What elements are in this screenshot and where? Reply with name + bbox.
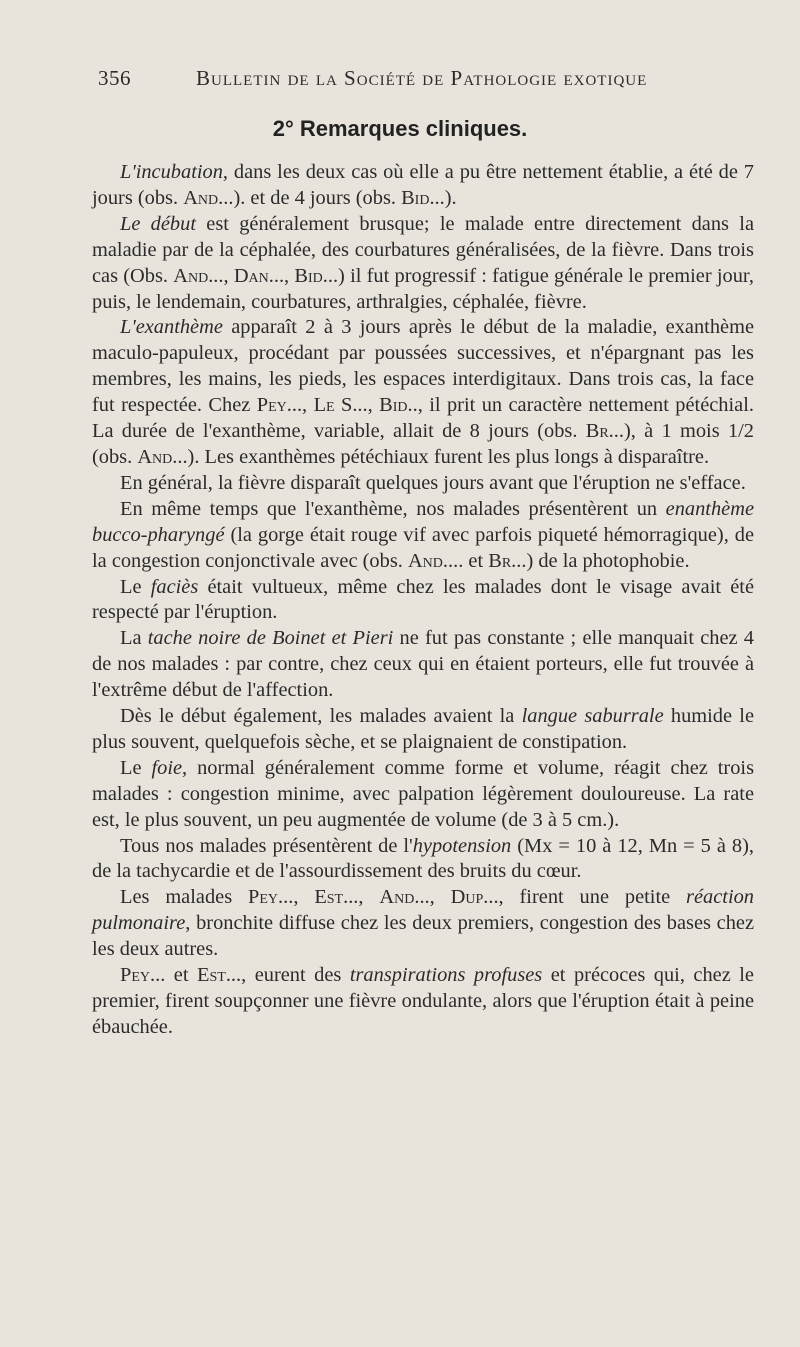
paragraph-tache-noire bbox=[92, 626, 754, 704]
patient-ref: Est bbox=[314, 886, 344, 909]
text-run: était vultueux, même chez les malades dont le visage avait été respecté par l'éruption. bbox=[92, 575, 754, 624]
text-run: , normal généralement comme forme et volume, réagit chez trois malades : congestion minime, avec palpation légèrement douloureuse. La rate est, le plus souvent, un peu augmentée de volume (de 3 à 5 cm.). bbox=[92, 756, 754, 831]
term-langue: langue saburrale bbox=[521, 705, 664, 728]
text-run: En général, la fièvre disparaît quelques jours avant que l'éruption ne s'efface. bbox=[120, 471, 746, 494]
text-run: ...) de la photophobie. bbox=[511, 549, 690, 572]
term-exantheme: L'exanthème bbox=[120, 316, 223, 339]
paragraph-pulmonaire bbox=[92, 885, 754, 963]
text-run: Tous nos malades présentèrent de l' bbox=[120, 834, 413, 857]
text-run: ..., firent une petite bbox=[483, 886, 687, 909]
text-run: humide le plus souvent, quelquefois sèche, et se plaignaient de constipation. bbox=[92, 705, 755, 753]
term-transpirations: transpirations profuses bbox=[349, 964, 543, 987]
text-run: ...). bbox=[429, 186, 457, 209]
patient-ref: Bid bbox=[294, 264, 323, 287]
text-run: apparaît 2 à 3 jours après le début de la maladie, exanthème maculo-papuleux, procédant par poussées successives, et n'épargnant pas les membres, les mains, les pieds, les espaces interdigitaux. Dans trois cas, la face fut respectée. Chez bbox=[92, 316, 754, 417]
text-run: (la gorge était rouge vif avec parfois piqueté hémorragique), de la congestion conjonctivale avec (obs. bbox=[92, 523, 754, 572]
text-run: est généralement brusque; le malade entre directement dans la maladie par de la céphalée, des courbatures généralisées, de la fièvre. Dans trois cas (Obs. bbox=[92, 212, 754, 287]
text-run: .... et bbox=[442, 549, 489, 572]
patient-ref: Dup bbox=[450, 886, 484, 909]
patient-ref: Bid bbox=[401, 186, 430, 209]
paragraph-debut bbox=[92, 212, 754, 316]
patient-ref: Le S bbox=[313, 394, 353, 417]
running-title: Bulletin de la Société de Pathologie exotique bbox=[196, 66, 648, 90]
text-run: , bronchite diffuse chez les deux premiers, congestion des bases chez les deux autres. bbox=[92, 912, 754, 961]
text-run: Les malades bbox=[120, 886, 249, 909]
text-run: ..., bbox=[352, 394, 380, 417]
text-run: (Mx = 10 à 12, Mn = 5 à 8), de la tachycardie et de l'assourdissement des bruits du cœur. bbox=[92, 834, 754, 883]
patient-ref: Br bbox=[585, 420, 609, 443]
text-run: et précoces qui, chez le premier, firent soupçonner une fièvre ondulante, alors que l'éruption était à peine ébauchée. bbox=[92, 964, 754, 1038]
paragraph-fievre bbox=[92, 471, 754, 497]
running-header bbox=[98, 66, 708, 94]
term-enantheme: enanthème bucco-pharyngé bbox=[92, 497, 754, 546]
term-reaction-pulmonaire: réaction pulmonaire bbox=[92, 886, 754, 935]
patient-ref: Est bbox=[197, 964, 226, 987]
text-run: Le bbox=[120, 756, 152, 779]
paragraph-exantheme bbox=[92, 315, 754, 470]
text-run: En même temps que l'exanthème, nos malades présentèrent un bbox=[120, 497, 666, 520]
paragraph-incubation bbox=[92, 160, 754, 212]
text-run: Le bbox=[120, 575, 151, 598]
term-facies: faciès bbox=[150, 575, 199, 598]
text-run: , dans les deux cas où elle a pu être nettement établie, a été de 7 jours (obs. bbox=[92, 161, 754, 209]
body-text bbox=[92, 160, 754, 1041]
text-run: ..., bbox=[278, 886, 315, 909]
text-run: ..., bbox=[414, 886, 451, 909]
paragraph-facies bbox=[92, 575, 754, 627]
patient-ref: And bbox=[379, 886, 415, 909]
patient-ref: Pey bbox=[248, 886, 279, 909]
text-run: ...), à 1 mois 1/2 (obs. bbox=[92, 420, 755, 468]
paragraph-enantheme bbox=[92, 497, 754, 575]
paragraph-foie bbox=[92, 756, 754, 834]
patient-ref: Pey bbox=[256, 394, 287, 417]
patient-ref: Dan bbox=[233, 264, 269, 287]
text-run: ...). Les exanthèmes pétéchiaux furent les plus longs à disparaître. bbox=[172, 445, 710, 468]
text-run: ..., bbox=[208, 264, 234, 287]
patient-ref: And bbox=[183, 186, 219, 209]
text-run: ..., bbox=[268, 264, 295, 287]
term-incubation: L'incubation bbox=[120, 161, 223, 183]
patient-ref: And bbox=[407, 549, 443, 572]
paragraph-transpirations bbox=[92, 963, 754, 1041]
patient-ref: Br bbox=[488, 549, 512, 572]
patient-ref: Pey bbox=[120, 964, 151, 987]
term-tache-noire: tache noire de Boinet et Pieri bbox=[147, 627, 394, 650]
text-run: La bbox=[120, 627, 148, 650]
term-hypotension: hypotension bbox=[412, 834, 512, 857]
text-run: Dès le début également, les malades avaient la bbox=[120, 705, 522, 728]
term-foie: foie bbox=[151, 756, 183, 779]
page-number: 356 bbox=[98, 66, 131, 90]
patient-ref: And bbox=[173, 264, 209, 287]
patient-ref: Bid bbox=[379, 394, 408, 417]
paragraph-langue bbox=[92, 704, 754, 756]
text-run: .., il prit un caractère nettement pétéchial. La durée de l'exanthème, variable, allait de 8 jours (obs. bbox=[92, 394, 754, 443]
section-title: 2° Remarques cliniques. bbox=[272, 116, 528, 141]
text-run: ..., bbox=[343, 886, 380, 909]
text-run: ...) il fut progressif : fatigue générale le premier jour, puis, le lendemain, courbatures, arthralgies, céphalée, fièvre. bbox=[92, 264, 754, 313]
patient-ref: And bbox=[137, 445, 173, 468]
text-run: ...). et de 4 jours (obs. bbox=[218, 186, 402, 209]
text-run: ..., eurent des bbox=[225, 964, 350, 987]
paragraph-hypotension bbox=[92, 834, 754, 886]
text-run: ... et bbox=[150, 964, 198, 987]
term-debut: Le début bbox=[120, 212, 196, 235]
text-run: ne fut pas constante ; elle manquait chez 4 de nos malades : par contre, chez ceux qui en étaient porteurs, elle fut trouvée à l'extrême début de l'affection. bbox=[92, 627, 754, 702]
text-run: ..., bbox=[286, 394, 314, 417]
